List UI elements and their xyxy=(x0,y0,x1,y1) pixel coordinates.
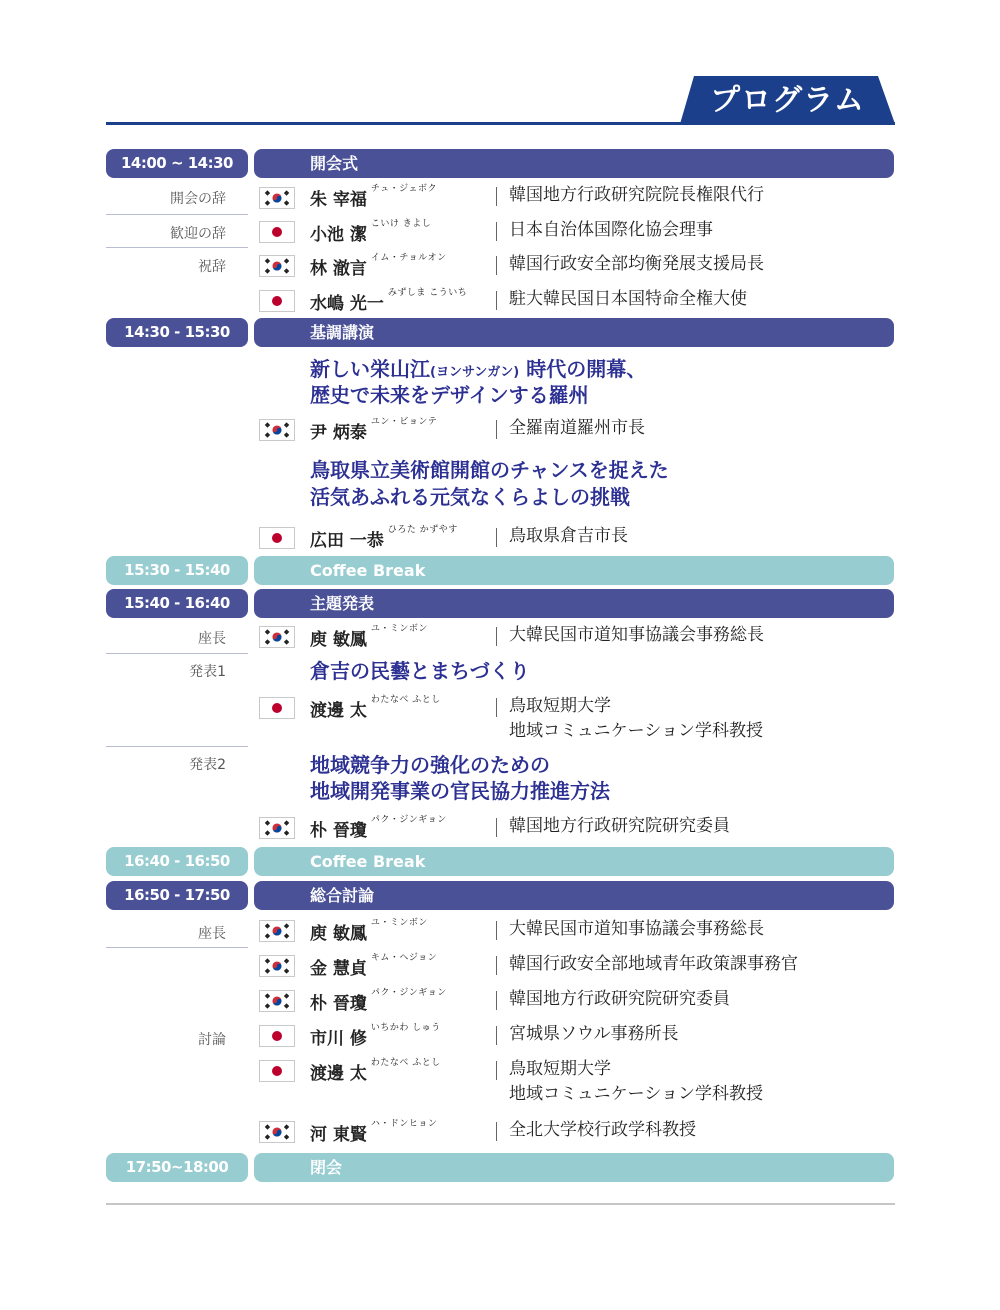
separator xyxy=(496,528,497,547)
separator xyxy=(496,222,497,241)
row-divider xyxy=(106,247,248,248)
person-name: 渡邊 太$^{わたなべ ふとし}$ xyxy=(310,695,441,721)
session-title: 基調講演 xyxy=(254,318,894,347)
japan-flag-icon xyxy=(259,290,295,312)
person-name: 庾 敏鳳$^{ユ・ミンボン}$ xyxy=(310,624,428,650)
person-name: 朴 晉瓊$^{パク・ジンギョン}$ xyxy=(310,988,447,1014)
japan-flag-icon xyxy=(259,221,295,243)
korea-flag-icon xyxy=(259,419,295,441)
japan-flag-icon xyxy=(259,697,295,719)
row-divider xyxy=(106,214,248,215)
person-affiliation: 日本自治体国際化協会理事 xyxy=(509,220,713,240)
person-affiliation: 宮城県ソウル事務所長 xyxy=(509,1024,679,1044)
separator xyxy=(496,818,497,837)
person-affiliation: 大韓民国市道知事協議会事務総長 xyxy=(509,625,764,645)
separator xyxy=(496,1026,497,1045)
role-label: 座長 xyxy=(198,926,226,942)
person-affiliation: 韓国地方行政研究院院長権限代行 xyxy=(509,185,764,205)
korea-flag-icon xyxy=(259,920,295,942)
separator xyxy=(496,627,497,646)
person-name: 市川 修$^{いちかわ しゅう}$ xyxy=(310,1023,441,1049)
session-time: 16:50 - 17:50 xyxy=(106,881,248,910)
role-label: 発表1 xyxy=(189,664,226,680)
person-name: 朱 宰福$^{チュ・ジェボク}$ xyxy=(310,184,437,210)
talk-title: 新しい栄山江(ヨンサンガン) 時代の開幕、 xyxy=(310,357,647,381)
row-divider xyxy=(106,746,248,747)
person-name: 金 慧貞$^{キム・ヘジョン}$ xyxy=(310,953,438,979)
korea-flag-icon xyxy=(259,990,295,1012)
session-title: 閉会 xyxy=(254,1153,894,1182)
role-label: 祝辞 xyxy=(198,259,226,275)
page-title: プログラム xyxy=(710,83,865,118)
japan-flag-icon xyxy=(259,1060,295,1082)
talk-title: 活気あふれる元気なくらよしの挑戦 xyxy=(310,485,630,509)
person-affiliation: 駐大韓民国日本国特命全権大使 xyxy=(509,289,747,309)
person-affiliation: 韓国行政安全部均衡発展支援局長 xyxy=(509,254,764,274)
separator xyxy=(496,256,497,275)
session-title: Coffee Break xyxy=(254,847,894,876)
separator xyxy=(496,921,497,940)
talk-title: 地域開発事業の官民協力推進方法 xyxy=(310,779,610,803)
role-label: 発表2 xyxy=(189,757,226,773)
person-affiliation: 全北大学校行政学科教授 xyxy=(509,1120,696,1140)
role-label: 歓迎の辞 xyxy=(170,226,226,242)
japan-flag-icon xyxy=(259,527,295,549)
person-affiliation: 韓国地方行政研究院研究委員 xyxy=(509,989,730,1009)
person-affiliation: 鳥取短期大学 地域コミュニケーション学科教授 xyxy=(509,1059,763,1104)
session-title: 主題発表 xyxy=(254,589,894,618)
person-affiliation: 韓国行政安全部地域青年政策課事務官 xyxy=(509,954,798,974)
person-affiliation: 大韓民国市道知事協議会事務総長 xyxy=(509,919,764,939)
person-name: 水嶋 光一$^{みずしま こういち}$ xyxy=(310,288,468,314)
session-time: 15:30 - 15:40 xyxy=(106,556,248,585)
role-label: 開会の辞 xyxy=(170,191,226,207)
session-time: 17:50~18:00 xyxy=(106,1153,248,1182)
separator xyxy=(496,291,497,310)
row-divider xyxy=(106,947,248,948)
session-time: 14:00 ~ 14:30 xyxy=(106,149,248,178)
separator xyxy=(496,420,497,439)
korea-flag-icon xyxy=(259,187,295,209)
person-name: 朴 晉瓊$^{パク・ジンギョン}$ xyxy=(310,815,447,841)
person-name: 渡邊 太$^{わたなべ ふとし}$ xyxy=(310,1058,441,1084)
session-time: 15:40 - 16:40 xyxy=(106,589,248,618)
talk-title: 歴史で未来をデザインする羅州 xyxy=(310,383,589,407)
talk-title: 鳥取県立美術館開館のチャンスを捉えた xyxy=(310,458,669,482)
talk-title: 倉吉の民藝とまちづくり xyxy=(310,659,530,683)
person-name: 林 澈言$^{イム・チョルオン}$ xyxy=(310,253,447,279)
person-affiliation: 鳥取県倉吉市長 xyxy=(509,526,628,546)
person-affiliation: 鳥取短期大学 地域コミュニケーション学科教授 xyxy=(509,696,763,741)
separator xyxy=(496,187,497,206)
person-name: 小池 潔$^{こいけ きよし}$ xyxy=(310,219,432,245)
korea-flag-icon xyxy=(259,255,295,277)
header-divider xyxy=(106,122,895,125)
talk-title: 地域競争力の強化のための xyxy=(310,753,550,777)
row-divider xyxy=(106,653,248,654)
korea-flag-icon xyxy=(259,817,295,839)
footer-divider xyxy=(106,1203,895,1205)
korea-flag-icon xyxy=(259,955,295,977)
person-affiliation: 全羅南道羅州市長 xyxy=(509,418,645,438)
session-time: 14:30 - 15:30 xyxy=(106,318,248,347)
separator xyxy=(496,698,497,717)
japan-flag-icon xyxy=(259,1025,295,1047)
korea-flag-icon xyxy=(259,626,295,648)
korea-flag-icon xyxy=(259,1121,295,1143)
separator xyxy=(496,991,497,1010)
person-name: 尹 炳泰$^{ユン・ビョンテ}$ xyxy=(310,417,438,443)
person-name: 庾 敏鳳$^{ユ・ミンボン}$ xyxy=(310,918,428,944)
separator xyxy=(496,1061,497,1080)
person-affiliation: 韓国地方行政研究院研究委員 xyxy=(509,816,730,836)
session-title: Coffee Break xyxy=(254,556,894,585)
person-name: 広田 一恭$^{ひろた かずやす}$ xyxy=(310,525,458,551)
role-label: 座長 xyxy=(198,631,226,647)
separator xyxy=(496,956,497,975)
session-title: 総合討論 xyxy=(254,881,894,910)
role-label: 討論 xyxy=(198,1032,226,1048)
separator xyxy=(496,1122,497,1141)
session-time: 16:40 - 16:50 xyxy=(106,847,248,876)
session-title: 開会式 xyxy=(254,149,894,178)
person-name: 河 東賢$^{ハ・ドンヒョン}$ xyxy=(310,1119,438,1145)
